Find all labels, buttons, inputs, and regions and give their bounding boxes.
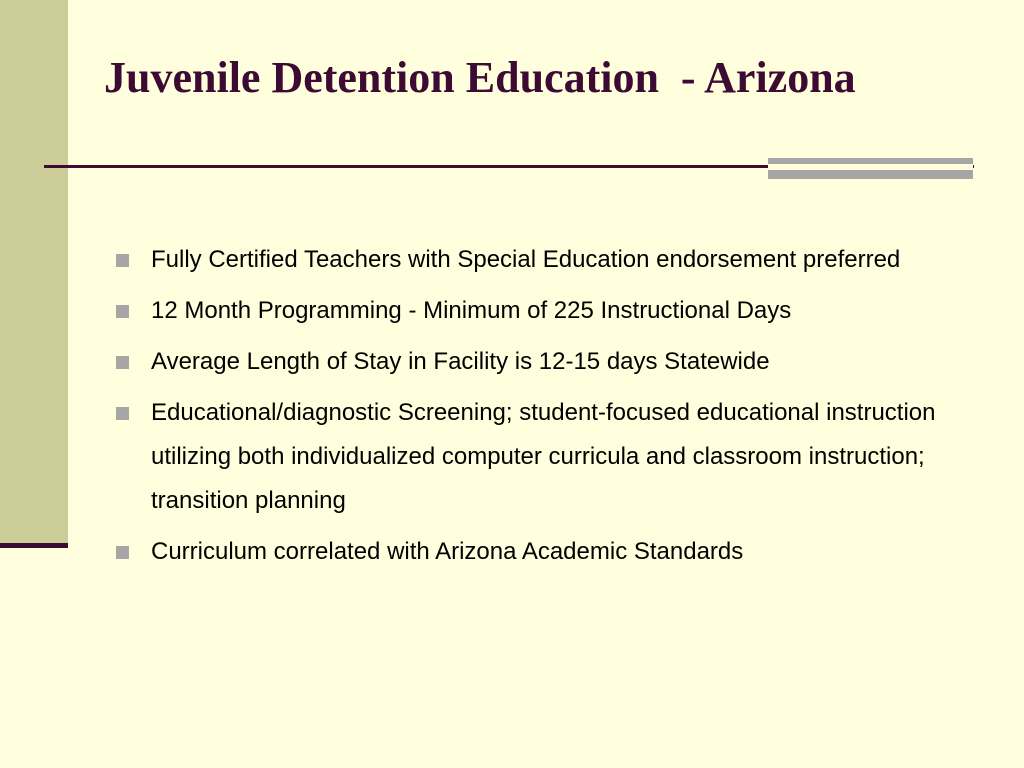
left-band-underline [0, 543, 68, 548]
bullet-item [114, 530, 964, 574]
square-bullet-icon [116, 305, 129, 318]
bullet-list [114, 238, 964, 581]
square-bullet-icon [116, 254, 129, 267]
bullet-text: Average Length of Stay in Facility is 12-15 days Statewide [151, 348, 770, 375]
bullet-item [114, 391, 964, 523]
title-divider-accent-gap [768, 164, 973, 170]
bullet-text: 12 Month Programming - Minimum of 225 Instructional Days [151, 297, 792, 324]
bullet-text: Curriculum correlated with Arizona Academic Standards [151, 538, 744, 565]
bullet-item [114, 289, 964, 333]
bullet-text: Educational/diagnostic Screening; student-focused educational instruction utilizing both individualized computer curricula and classroom instruction; transition planning [151, 399, 936, 514]
bullet-text: Fully Certified Teachers with Special Education endorsement preferred [151, 246, 901, 273]
bullet-item [114, 340, 964, 384]
left-decorative-band [0, 0, 68, 543]
square-bullet-icon [116, 546, 129, 559]
square-bullet-icon [116, 407, 129, 420]
square-bullet-icon [116, 356, 129, 369]
bullet-item [114, 238, 964, 282]
slide-title: Juvenile Detention Education - Arizona [104, 53, 856, 102]
